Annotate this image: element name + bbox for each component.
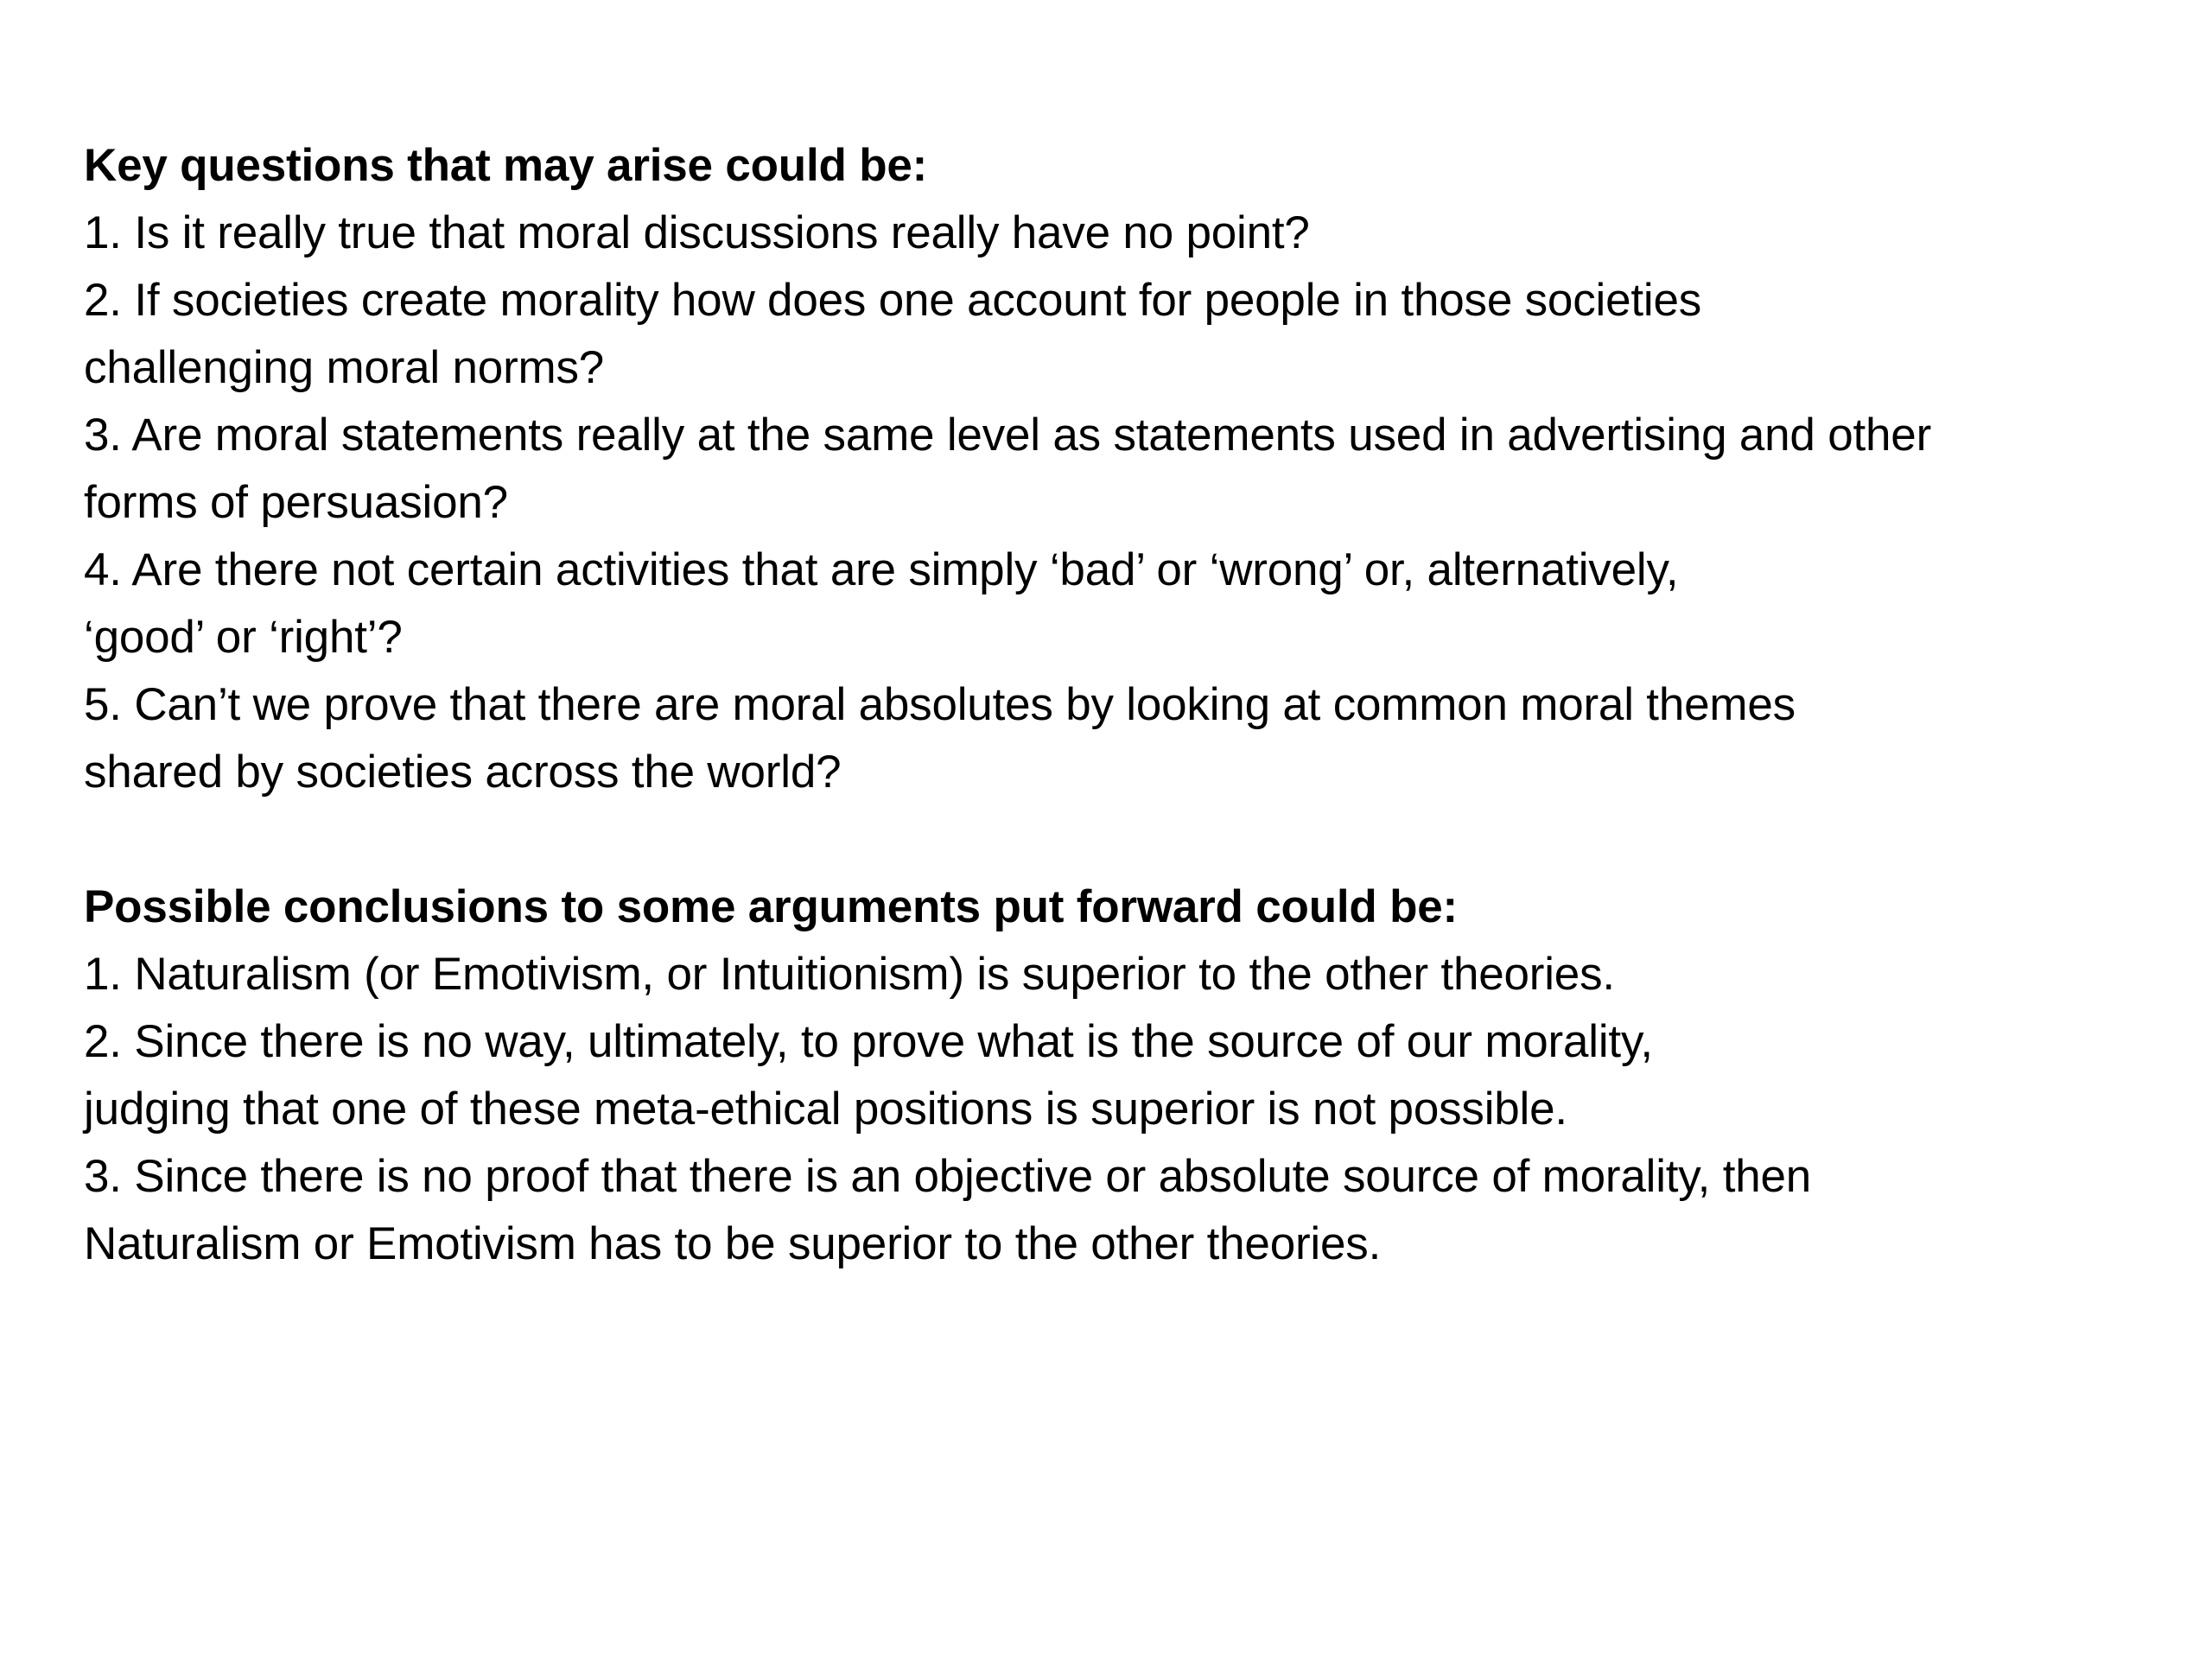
key-questions-heading: Key questions that may arise could be: [84,140,928,191]
slide-body [84,132,2192,1278]
question-item-2 [84,267,2192,402]
question-5-line-1: 5. Can’t we prove that there are moral absolutes by looking at common moral themes [84,679,1796,730]
question-5-line-2: shared by societies across the world? [84,747,842,798]
section-spacer [84,806,2192,874]
conclusion-3-line-1: 3. Since there is no proof that there is an objective or absolute source of morality, then [84,1151,1812,1202]
question-item-5 [84,671,2192,806]
conclusion-2-line-2: judging that one of these meta-ethical positions is superior is not possible. [84,1084,1567,1135]
conclusions-heading: Possible conclusions to some arguments put forward could be: [84,881,1459,932]
conclusion-1-line-1: 1. Naturalism (or Emotivism, or Intuitionism) is superior to the other theories. [84,949,1615,1000]
question-item-4 [84,537,2192,671]
conclusion-item-1 [84,941,2192,1008]
question-2-line-1: 2. If societies create morality how does one account for people in those societies [84,275,1702,326]
key-questions-section [84,132,2192,806]
conclusion-2-line-1: 2. Since there is no way, ultimately, to prove what is the source of our morality, [84,1016,1653,1067]
question-3-line-2: forms of persuasion? [84,477,508,528]
conclusion-item-3 [84,1143,2192,1278]
question-1-line-1: 1. Is it really true that moral discussions really have no point? [84,207,1310,258]
question-3-line-1: 3. Are moral statements really at the same level as statements used in advertising and other [84,410,1932,461]
conclusions-section [84,874,2192,1278]
question-2-line-2: challenging moral norms? [84,342,605,393]
question-item-3 [84,402,2192,537]
question-4-line-1: 4. Are there not certain activities that are simply ‘bad’ or ‘wrong’ or, alternatively, [84,544,1679,595]
conclusion-3-line-2: Naturalism or Emotivism has to be superior to the other theories. [84,1218,1382,1269]
question-4-line-2: ‘good’ or ‘right’? [84,612,403,663]
conclusion-item-2 [84,1008,2192,1143]
question-item-1 [84,200,2192,267]
